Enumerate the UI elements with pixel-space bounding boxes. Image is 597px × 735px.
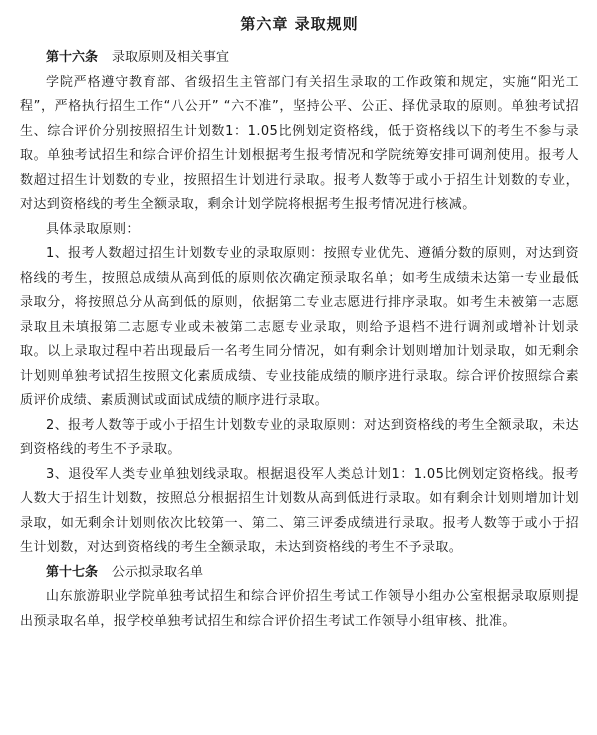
rule-1: 1、报考人数超过招生计划数专业的录取原则：按照专业优先、遵循分数的原则，对达到资格线的考生，按照总成绩从高到低的原则依次确定预录取名单；如考生成绩未达第一专业最低录取分，将按照总分从高到低的原则，依据第二专业志愿进行排序录取。如考生未被第一志愿录取且未填报第二志愿专业或未被第二志愿专业录取，则给予退档不进行调剂或增补计划录取。以上录取过程中若出现最后一名考生同分情况，如有剩余计划则增加计划录取，如无剩余计划则单独考试招生按照文化素质成绩、专业技能成绩的顺序进行录取。综合评价按照综合素质评价成绩、素质测试或面试成绩的顺序进行录取。 <box>20 246 579 408</box>
article-16-heading <box>20 46 579 71</box>
article-16-title: 录取原则及相关事宜 <box>112 50 230 65</box>
article-17-title: 公示拟录取名单 <box>112 564 204 580</box>
chapter-title: 第六章 录取规则 <box>240 15 359 33</box>
rule-2: 2、报考人数等于或小于招生计划数专业的录取原则：对达到资格线的考生全额录取，未达到资格线的考生不予录取。 <box>20 417 579 457</box>
rule-3: 3、退役军人类专业单独划线录取。根据退役军人类总计划1：1.05比例划定资格线。报考人数大于招生计划数，按照总分根据招生计划数从高到低进行录取。如有剩余计划则增加计划录取，如无剩余计划则依次比较第一、第二、第三评委成绩进行录取。报考人数等于或小于招生计划数，对达到资格线的考生全额录取，未达到资格线的考生不予录取。 <box>20 466 579 555</box>
article-16-paragraph: 学院严格遵守教育部、省级招生主管部门有关招生录取的工作政策和规定，实施“阳光工程”，严格执行招生工作“八公开” “六不准”，坚持公平、公正、择优录取的原则。单独考试招生、综合评价分别按照招生计划数1：1.05比例划定资格线，低于资格线以下的考生不参与录取。单独考试招生和综合评价招生计划根据考生报考情况和学院统筹安排可调剂使用。报考人数超过招生计划数的专业，按照招生计划进行录取。报考人数等于或小于招生计划数的专业，对达到资格线的考生全额录取，剩余计划学院将根据考生报考情况进行核减。 <box>20 74 579 212</box>
article-17-paragraph: 山东旅游职业学院单独考试招生和综合评价招生考试工作领导小组办公室根据录取原则提出预录取名单，报学校单独考试招生和综合评价招生考试工作领导小组审核、批准。 <box>20 589 579 629</box>
rules-subhead: 具体录取原则： <box>46 221 140 237</box>
article-17-heading <box>20 561 579 586</box>
article-16-number: 第十六条 <box>46 50 99 65</box>
article-17-number: 第十七条 <box>46 564 99 580</box>
